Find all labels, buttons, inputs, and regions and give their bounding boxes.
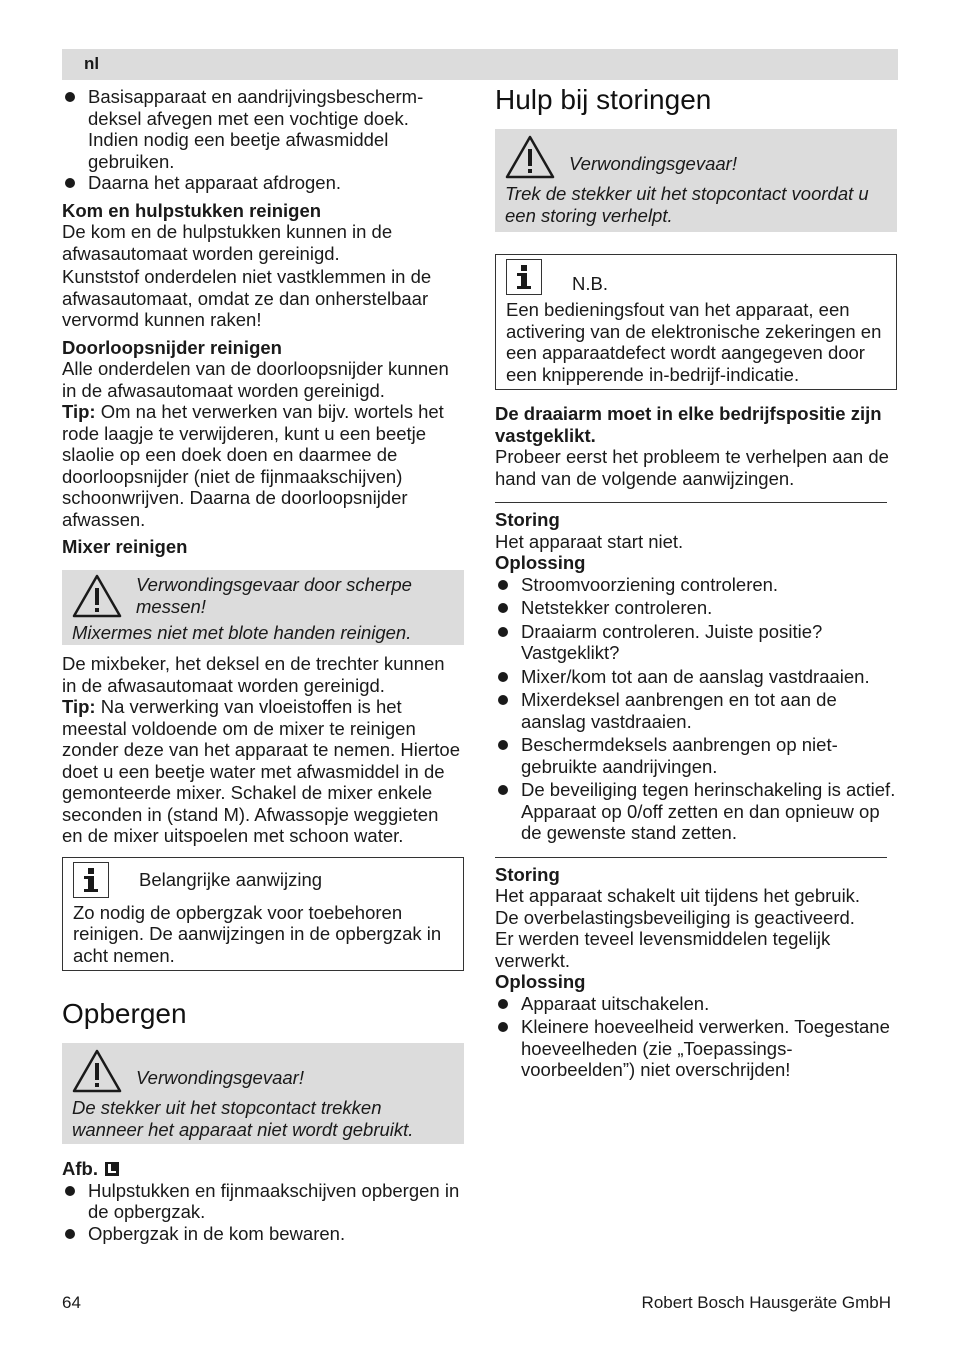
note-text: Een bedieningsfout van het apparaat, een activering van de elektronische zekeringen en een apparaatdefect wordt aangegeven door een knipperende in-bedrijf-indicatie.	[506, 299, 882, 385]
note-title: N.B.	[572, 273, 608, 295]
warning-head	[72, 1049, 454, 1093]
warning-triangle-icon	[72, 574, 122, 618]
warning-triangle-icon	[505, 135, 555, 179]
company-name: Robert Bosch Hausgeräte GmbH	[641, 1293, 891, 1312]
note-title: Belangrijke aanwijzing	[139, 868, 323, 890]
storingen-heading: Hulp bij storingen	[495, 84, 712, 115]
afb-heading	[62, 1158, 464, 1180]
divider	[495, 857, 887, 858]
kom-paragraph-2: Kunststof onderdelen niet vastklemmen in de afwasautomaat, omdat ze dan onherstelbaar vervormd kunnen raken!	[62, 266, 432, 330]
storingen-warning-box	[495, 129, 897, 232]
warning-title: Verwondingsgevaar!	[569, 153, 737, 175]
figure-l-icon	[105, 1162, 119, 1176]
doorloop-tip	[62, 401, 464, 530]
warning-text: De stekker uit het stopcontact trekken wanneer het apparaat niet wordt gebruikt.	[72, 1097, 414, 1140]
list-item: Opbergzak in de kom bewaren.	[62, 1223, 464, 1245]
list-item: Beschermdeksels aanbrengen op niet-gebruikte aandrijvingen.	[495, 734, 897, 777]
info-icon	[73, 862, 109, 898]
warning-title: Verwondingsgevaar door scherpe messen!	[136, 574, 412, 617]
storing-text: Er werden teveel levensmiddelen tegelijk verwerkt.	[495, 928, 831, 971]
mixer-paragraph: De mixbeker, het deksel en de trechter kunnen in de afwasautomaat worden gereinigd.	[62, 653, 445, 696]
warning-text: Trek de stekker uit het stopcontact voordat u een storing verhelpt.	[505, 183, 869, 226]
draaiarm-heading: De draaiarm moet in elke bedrijfspositie zijn vastgeklikt.	[495, 403, 882, 446]
mixer-warning-box	[62, 570, 464, 646]
note-head	[506, 259, 886, 295]
warning-head	[72, 574, 454, 618]
oplossing-label: Oplossing	[495, 552, 586, 573]
list-item: Hulpstukken en fijnmaakschijven opbergen in de opbergzak.	[62, 1180, 464, 1223]
cleaning-bullets	[62, 86, 464, 194]
opbergen-warning-box	[62, 1043, 464, 1144]
note-head	[73, 862, 453, 898]
list-item: Netstekker controleren.	[495, 597, 897, 619]
warning-title: Verwondingsgevaar!	[136, 1067, 304, 1089]
opbergen-heading: Opbergen	[62, 998, 187, 1029]
list-item: De beveiliging tegen herinschakeling is actief. Apparaat op 0/off zetten en dan opnieuw op de gewenste stand zetten.	[495, 779, 897, 844]
storing-label: Storing	[495, 509, 560, 530]
list-item: Mixer/kom tot aan de aanslag vastdraaien.	[495, 666, 897, 688]
tip-label: Tip:	[62, 696, 96, 717]
list-item: Kleinere hoeveelheid verwerken. Toegestane hoeveelheden (zie „Toepassings-voorbeelden”) niet overschrijden!	[495, 1016, 897, 1081]
list-item: Daarna het apparaat afdrogen.	[62, 172, 464, 194]
list-item: Mixerdeksel aanbrengen en tot aan de aanslag vastdraaien.	[495, 689, 897, 732]
important-note-box	[62, 857, 464, 972]
kom-heading: Kom en hulpstukken reinigen	[62, 199, 322, 221]
list-item: Apparaat uitschakelen.	[495, 993, 897, 1015]
doorloop-paragraph: Alle onderdelen van de doorloopsnijder kunnen in de afwasautomaat worden gereinigd.	[62, 358, 449, 401]
info-icon	[506, 259, 542, 295]
language-bar	[62, 49, 898, 80]
page-number: 64	[62, 1293, 81, 1312]
doorloop-heading: Doorloopsnijder reinigen	[62, 336, 282, 358]
nb-note-box	[495, 254, 897, 390]
divider	[495, 502, 887, 503]
tip-text: Na verwerking van vloeistoffen is het meestal voldoende om de mixer te reinigen zonder deze van het apparaat te nemen. Hiertoe doet u een beetje water met afwasmiddel in de gemonteerde mixer. Schakel de mixer enkele seconden in (stand M). Afwassopje weggieten en de mixer uitspoelen met schoon water.	[62, 696, 461, 846]
afb-label: Afb.	[62, 1158, 98, 1179]
warning-triangle-icon	[72, 1049, 122, 1093]
storing-text: Het apparaat schakelt uit tijdens het gebruik.	[495, 885, 861, 906]
opbergen-bullets	[62, 1180, 464, 1245]
warning-head	[505, 135, 887, 179]
warning-text: Mixermes niet met blote handen reinigen.	[72, 621, 412, 643]
left-column	[62, 86, 464, 1244]
tip-label: Tip:	[62, 401, 96, 422]
oplossing-label: Oplossing	[495, 971, 586, 992]
note-text: Zo nodig de opbergzak voor toebehoren reinigen. De aanwijzingen in de opbergzak in acht nemen.	[73, 901, 442, 966]
list-item: Stroomvoorziening controleren.	[495, 574, 897, 596]
oplossing-list	[495, 574, 897, 844]
list-item: Basisapparaat en aandrijvingsbescherm-deksel afvegen met een vochtige doek. Indien nodig een beetje afwasmiddel gebruiken.	[62, 86, 464, 172]
draaiarm-paragraph: Probeer eerst het probleem te verhelpen aan de hand van de volgende aanwijzingen.	[495, 446, 889, 489]
tip-text: Om na het verwerken van bijv. wortels het rode laagje te verwijderen, kunt u een beetje slaolie op een doek doen en daarmee de doorloopsnijder (niet de fijnmaakschijven) schoonwrijven. Daarna de doorloopsnijder afwassen.	[62, 401, 444, 530]
language-label: nl	[84, 54, 100, 73]
kom-paragraph-1: De kom en de hulpstukken kunnen in de afwasautomaat worden gereinigd.	[62, 221, 393, 264]
mixer-heading: Mixer reinigen	[62, 536, 188, 557]
list-item: Draaiarm controleren. Juiste positie? Vastgeklikt?	[495, 621, 897, 664]
storing-label: Storing	[495, 863, 560, 885]
right-column	[495, 84, 897, 1081]
oplossing-list	[495, 993, 897, 1081]
storing-text: De overbelastingsbeveiliging is geactiveerd.	[495, 906, 855, 928]
storing-text: Het apparaat start niet.	[495, 530, 684, 552]
mixer-tip	[62, 696, 464, 847]
